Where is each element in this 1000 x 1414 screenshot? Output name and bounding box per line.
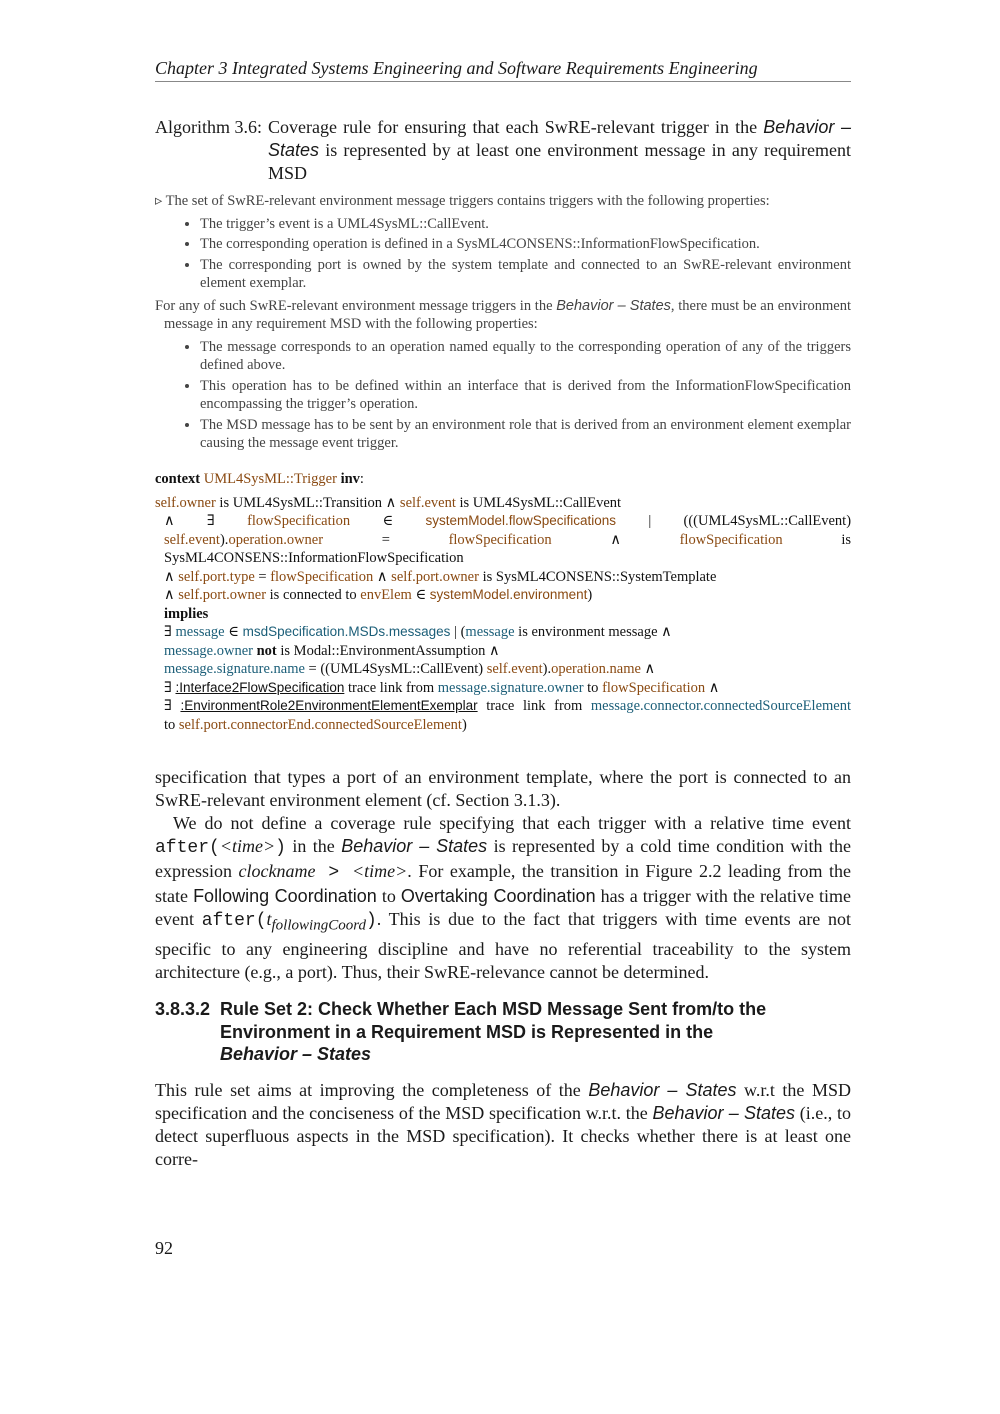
algorithm-caption [155, 116, 851, 185]
ocl-context-line: context UML4SysML::Trigger inv: [155, 471, 364, 487]
section-intro: This rule set aims at improving the completeness of the Behavior – States w.r.t the MSD specification and the conciseness of the MSD specification w.r.t. the Behavior – States (i.e., to detect superfluous aspects in the MSD specification). It checks whether there is at least one corre- [155, 1080, 851, 1169]
ocl-line: ∃ :EnvironmentRole2EnvironmentElementExemplar trace link from message.connector.connectedSourceElement [164, 698, 851, 714]
algorithm-para2: For any of such SwRE-relevant environment message triggers in the Behavior – States, there must be an environment message in any requirement MSD with the following properties: [155, 297, 851, 332]
running-header: Chapter 3 Integrated Systems Engineering and Software Requirements Engineering [155, 58, 851, 82]
ocl-line: ∧ self.port.owner is connected to envElem ∈ systemModel.environment) [164, 587, 593, 603]
ocl-line: to self.port.connectorEnd.connectedSourceElement) [164, 716, 467, 733]
list-item: • The MSD message has to be sent by an environment role that is derived from an environment element exemplar causing the message event trigger. [200, 416, 851, 453]
paragraph: specification that types a port of an environment template, where the port is connected to an SwRE-relevant environment element (cf. Section 3.1.3). [155, 767, 851, 810]
ocl-line: ∃ message ∈ msdSpecification.MSDs.messages | (message is environment message ∧ [164, 624, 672, 640]
message-properties-list [155, 338, 851, 453]
list-item: • This operation has to be defined within an interface that is derived from the InformationFlowSpecification encompassing the trigger’s operation. [200, 377, 851, 414]
algorithm-description [155, 192, 851, 457]
ocl-line: SysML4CONSENS::InformationFlowSpecification [164, 550, 464, 566]
ocl-line: message.signature.name = ((UML4SysML::CallEvent) self.event).operation.name ∧ [164, 661, 656, 677]
list-item: • The trigger’s event is a UML4SysML::CallEvent. [200, 215, 851, 234]
ocl-implies: implies [164, 605, 209, 622]
algorithm-caption-text: Coverage rule for ensuring that each SwRE-relevant trigger in the Behavior – States is represented by at least one environment message in any requirement MSD [268, 117, 851, 183]
ocl-line: self.event).operation.owner = flowSpecification ∧ flowSpecification is [164, 531, 852, 548]
ocl-line: ∃ :Interface2FlowSpecification trace link from message.signature.owner to flowSpecification ∧ [164, 679, 720, 696]
ocl-line: ∧ ∃ flowSpecification ∈ systemModel.flowSpecifications | (((UML4SysML::CallEvent) [164, 513, 852, 529]
ocl-line: self.owner is UML4SysML::Transition ∧ self.event is UML4SysML::CallEvent [155, 494, 622, 511]
ocl-line: message.owner not is Modal::EnvironmentAssumption ∧ [164, 642, 500, 659]
page-number: 92 [155, 1238, 173, 1258]
section-title: Rule Set 2: Check Whether Each MSD Message Sent from/to the Environment in a Requirement MSD is Represented in the Behavior – States [220, 999, 767, 1064]
ocl-line: ∧ self.port.type = flowSpecification ∧ self.port.owner is SysML4CONSENS::SystemTemplate [164, 568, 717, 585]
trigger-properties-list [155, 215, 851, 293]
algorithm-intro: ▹ The set of SwRE-relevant environment message triggers contains triggers with the following properties: [155, 193, 770, 209]
paragraph: We do not define a coverage rule specifying that each trigger with a relative time event after(<time>) in the Behavior – States is represented by a cold time condition with the expression clockname > <time>. For example, the transition in Figure 2.2 leading from the state Following Coordination to Overtaking Coordination has a trigger with the relative time event $after(t_{followingCoord})$. This is due to the fact that triggers with time events are not specific to any engineering discipline and have no referential traceability to the system architecture (e.g., a port). Thus, their SwRE-relevance cannot be determined. [155, 813, 852, 982]
list-item: • The message corresponds to an operation named equally to the corresponding operation of any of the triggers defined above. [200, 338, 851, 375]
section-number: 3.8.3.2 [155, 999, 211, 1019]
body-text [155, 766, 851, 984]
ocl-constraint [155, 470, 851, 734]
section-heading [155, 998, 851, 1066]
list-item: • The corresponding port is owned by the system template and connected to an SwRE-relevant environment element exemplar. [200, 256, 851, 293]
algorithm-label: Algorithm 3.6: [155, 117, 262, 137]
list-item: • The corresponding operation is defined in a SysML4CONSENS::InformationFlowSpecification. [200, 235, 851, 254]
